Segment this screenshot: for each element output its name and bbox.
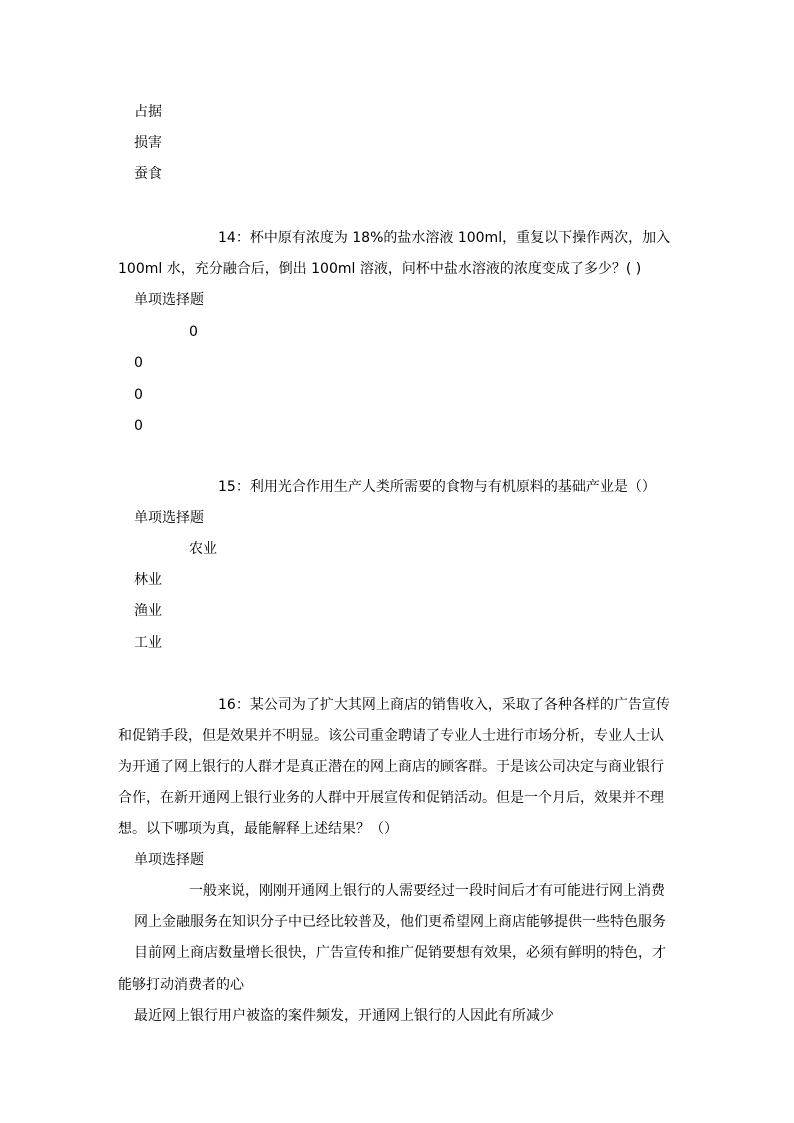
question-14-text: 100ml 水，充分融合后，倒出 100ml 溶液，问杯中盐水溶液的浓度变成了多少？( ) — [118, 261, 642, 277]
question-14-type: 单项选择题 — [134, 292, 204, 308]
prev-option-a[interactable]: 占据 — [134, 104, 162, 120]
question-14-text: 14：杯中原有浓度为 18%的盐水溶液 100ml，重复以下操作两次，加入 — [218, 230, 671, 246]
question-16-type: 单项选择题 — [134, 852, 204, 868]
question-16-text: 合作，在新开通网上银行业务的人群中开展宣传和促销活动。但是一个月后，效果并不理 — [118, 790, 664, 806]
question-14-option-a[interactable]: 0 — [189, 324, 198, 340]
prev-option-c[interactable]: 蚕食 — [134, 166, 162, 182]
question-14-option-d[interactable]: 0 — [134, 418, 143, 434]
question-15-type: 单项选择题 — [134, 510, 204, 526]
question-16-text: 想。以下哪项为真，最能解释上述结果？（） — [118, 821, 398, 837]
question-14-option-c[interactable]: 0 — [134, 387, 143, 403]
question-16-option-c-cont[interactable]: 能够打动消费者的心 — [118, 977, 244, 993]
question-16-text: 为开通了网上银行的人群才是真正潜在的网上商店的顾客群。于是该公司决定与商业银行 — [118, 759, 664, 775]
question-16-option-c[interactable]: 目前网上商店数量增长很快，广告宣传和推广促销要想有效果，必须有鲜明的特色，才 — [134, 945, 666, 961]
question-15-option-c[interactable]: 渔业 — [134, 603, 162, 619]
prev-option-b[interactable]: 损害 — [134, 135, 162, 151]
question-15-option-d[interactable]: 工业 — [134, 635, 162, 651]
question-16-text: 和促销手段，但是效果并不明显。该公司重金聘请了专业人士进行市场分析，专业人士认 — [118, 728, 664, 744]
question-16-option-b[interactable]: 网上金融服务在知识分子中已经比较普及，他们更希望网上商店能够提供一些特色服务 — [134, 914, 666, 930]
question-16-option-a[interactable]: 一般来说，刚刚开通网上银行的人需要经过一段时间后才有可能进行网上消费 — [189, 883, 665, 899]
question-16-text: 16：某公司为了扩大其网上商店的销售收入，采取了各种各样的广告宣传 — [218, 697, 670, 713]
question-16-option-d[interactable]: 最近网上银行用户被盗的案件频发，开通网上银行的人因此有所减少 — [134, 1008, 554, 1024]
question-15-option-b[interactable]: 林业 — [134, 572, 162, 588]
question-15-option-a[interactable]: 农业 — [189, 541, 217, 557]
question-14-option-b[interactable]: 0 — [134, 355, 143, 371]
question-15-text: 15：利用光合作用生产人类所需要的食物与有机原料的基础产业是（） — [218, 479, 656, 495]
